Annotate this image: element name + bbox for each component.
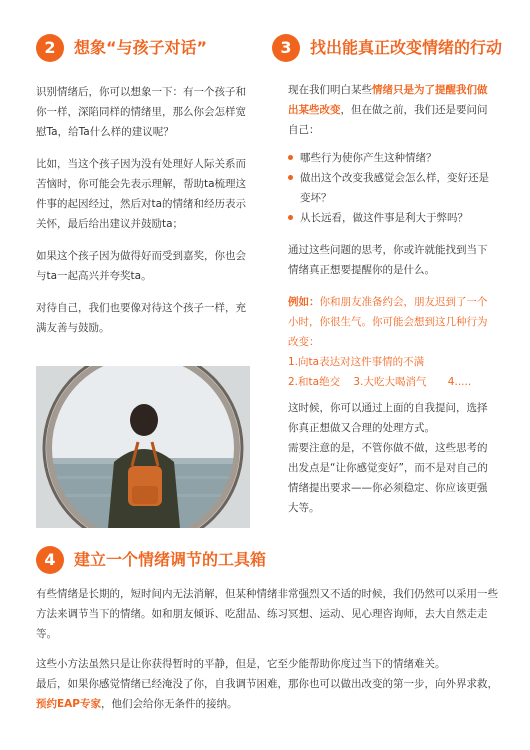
section-4-closing <box>36 674 498 714</box>
section-4-body <box>36 584 498 714</box>
section-4-number-badge: 4 <box>36 546 64 574</box>
section-2-paragraph: 对待自己，我们也要像对待这个孩子一样，充满友善与鼓励。 <box>36 302 246 334</box>
section-4-closing-text: ，他们会给你无条件的接纳。 <box>101 698 238 710</box>
book-eap-expert-link[interactable]: 预约EAP专家 <box>36 698 101 710</box>
bullet-dot-icon <box>288 155 293 160</box>
section-2-title: 想象“与孩子对话” <box>74 38 208 57</box>
list-item <box>288 168 492 208</box>
section-3-intro-text: 现在我们明白某些 <box>288 84 372 96</box>
section-3-paragraph: 需要注意的是，不管你做不做，这些思考的出发点是“让你感觉变好”，而不是对自己的情绪提出要求——你必须稳定、你应该更强大等。 <box>288 442 488 514</box>
section-4-paragraph: 有些情绪是长期的，短时间内无法消解，但某种情绪非常强烈又不适的时候，我们仍然可以采用一些方法来调节当下的情绪。如和朋友倾诉、吃甜品、练习冥想、运动、见心理咨询师，去大自然走走等。 <box>36 588 498 640</box>
example-label: 例如： <box>288 296 320 308</box>
section-2-number-badge: 2 <box>36 34 64 62</box>
section-3-intro-highlight: 情绪只是为了提醒我们做出某些改变 <box>288 84 488 116</box>
person-with-backpack-image <box>36 366 250 528</box>
list-item <box>288 208 492 228</box>
section-4-paragraph: 这些小方法虽然只是让你获得暂时的平静，但是，它至少能帮助你度过当下的情绪难关。 <box>36 658 446 670</box>
section-3-intro <box>288 80 492 140</box>
list-item-text: 做出这个改变我感觉会怎么样，变好还是变坏？ <box>300 172 489 204</box>
section-2-paragraph: 如果这个孩子因为做得好而受到嘉奖，你也会与ta一起高兴并夸奖ta。 <box>36 250 246 282</box>
list-item-text: 从长远看，做这件事是利大于弊吗？ <box>300 212 468 224</box>
list-item-text: 哪些行为使你产生这种情绪？ <box>300 152 437 164</box>
porthole-illustration <box>36 366 250 528</box>
example-option-1: 1.向ta表达对这件事情的不满 <box>288 356 425 368</box>
list-item <box>288 148 492 168</box>
section-3-paragraph: 通过这些问题的思考，你或许就能找到当下情绪真正想要提醒你的是什么。 <box>288 244 488 276</box>
example-option-3: 3.大吃大喝消气 <box>353 376 427 388</box>
example-option-2: 2.和ta绝交 <box>288 376 341 388</box>
bullet-dot-icon <box>288 215 293 220</box>
section-3-body <box>288 80 492 518</box>
section-4-title: 建立一个情绪调节的工具箱 <box>74 550 267 569</box>
section-2-paragraph: 比如，当这个孩子因为没有处理好人际关系而苦恼时，你可能会先表示理解，帮助ta梳理这件事的起因经过，然后对ta的情绪和经历表示关怀，最后给出建议并鼓励ta； <box>36 158 247 230</box>
example-paragraph <box>288 292 492 352</box>
example-options-row <box>288 372 492 392</box>
section-2-paragraph: 识别情绪后，你可以想象一下：有一个孩子和你一样，深陷同样的情绪里，那么你会怎样宽慰Ta，给Ta什么样的建议呢？ <box>36 86 246 138</box>
section-2-body <box>36 82 254 338</box>
section-3-intro-text: ，但在做之前，我们还是要问问自己： <box>288 104 488 136</box>
section-4-closing-text: 最后，如果你感觉情绪已经淹没了你，自我调节困难，那你也可以做出改变的第一步，向外界求救， <box>36 678 498 690</box>
example-text: 你和朋友准备约会，朋友迟到了一个小时，你很生气。你可能会想到这几种行为改变： <box>288 296 488 348</box>
bullet-dot-icon <box>288 175 293 180</box>
example-option-4: 4..... <box>447 376 472 388</box>
section-3-title: 找出能真正改变情绪的行动 <box>310 38 503 57</box>
section-3-paragraph: 这时候，你可以通过上面的自我提问，选择你真正想做又合理的处理方式。 <box>288 402 488 434</box>
section-3-number-badge: 3 <box>272 34 300 62</box>
reflection-questions-list <box>288 148 492 228</box>
